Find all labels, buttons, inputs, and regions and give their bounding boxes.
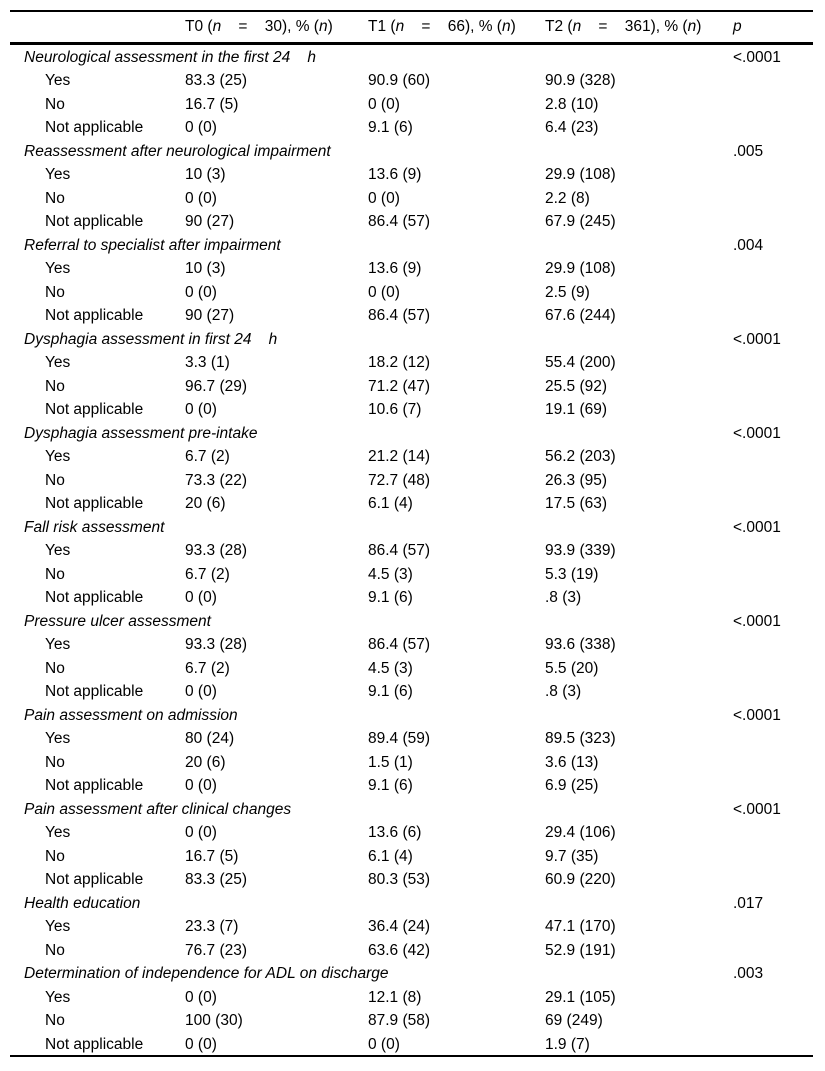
p-value: <.0001 (733, 706, 781, 724)
value-t0: 20 (6) (185, 753, 226, 771)
row-label: Not applicable (45, 1035, 144, 1053)
value-t1: 0 (0) (368, 95, 400, 113)
section-label: Determination of independence for ADL on discharge (24, 965, 389, 983)
value-t0: 0 (0) (185, 1035, 217, 1053)
data-row (24, 164, 813, 188)
value-t0: 0 (0) (185, 189, 217, 207)
value-t1: 21.2 (14) (368, 448, 431, 466)
p-value: <.0001 (733, 612, 781, 630)
value-t2: 29.9 (108) (545, 166, 616, 184)
value-t2: 1.9 (7) (545, 1035, 590, 1053)
value-t0: 83.3 (25) (185, 871, 248, 889)
section-label: Pain assessment after clinical changes (24, 800, 292, 818)
header-separator-rule (10, 42, 813, 45)
section-header-row (24, 516, 813, 540)
header-text: ) (327, 18, 333, 35)
value-t2: 29.1 (105) (545, 988, 616, 1006)
value-t1: 12.1 (8) (368, 988, 422, 1006)
value-t1: 13.6 (9) (368, 260, 422, 278)
row-label: No (45, 565, 65, 583)
row-label: No (45, 847, 65, 865)
value-t0: 0 (0) (185, 589, 217, 607)
value-t2: 5.3 (19) (545, 565, 599, 583)
row-label: Not applicable (45, 777, 144, 795)
value-t1: 80.3 (53) (368, 871, 431, 889)
value-t0: 0 (0) (185, 777, 217, 795)
header-text: = (404, 18, 448, 35)
value-t1: 10.6 (7) (368, 401, 422, 419)
value-t1: 86.4 (57) (368, 542, 431, 560)
data-row (24, 446, 813, 470)
section-header-row (24, 422, 813, 446)
row-label: No (45, 659, 65, 677)
row-label: No (45, 283, 65, 301)
data-row (24, 281, 813, 305)
p-value: <.0001 (733, 518, 781, 536)
value-t2: 47.1 (170) (545, 918, 616, 936)
row-label: Yes (45, 166, 71, 184)
value-t2: 56.2 (203) (545, 448, 616, 466)
section-header-row (24, 46, 813, 70)
value-t0: 90 (27) (185, 307, 235, 325)
table-header-row (24, 12, 813, 42)
row-label: Not applicable (45, 871, 144, 889)
data-row (24, 728, 813, 752)
row-label: Not applicable (45, 119, 144, 137)
value-t0: 20 (6) (185, 495, 226, 513)
value-t1: 86.4 (57) (368, 307, 431, 325)
row-label: Yes (45, 542, 71, 560)
row-label: No (45, 471, 65, 489)
row-label: Yes (45, 636, 71, 654)
row-label: Yes (45, 448, 71, 466)
p-value: .003 (733, 965, 764, 983)
data-row (24, 563, 813, 587)
value-t2: 29.4 (106) (545, 824, 616, 842)
value-t1: 4.5 (3) (368, 565, 413, 583)
section-header-row (24, 140, 813, 164)
data-row (24, 399, 813, 423)
header-text: T2 ( (545, 18, 573, 35)
data-row (24, 986, 813, 1010)
row-label: Yes (45, 260, 71, 278)
data-row (24, 916, 813, 940)
row-label: No (45, 95, 65, 113)
data-row (24, 70, 813, 94)
data-row (24, 634, 813, 658)
section-header-row (24, 963, 813, 987)
data-row (24, 681, 813, 705)
data-row (24, 187, 813, 211)
data-row (24, 93, 813, 117)
value-t1: 36.4 (24) (368, 918, 431, 936)
p-value: .004 (733, 236, 764, 254)
value-t0: 10 (3) (185, 166, 226, 184)
section-header-row (24, 892, 813, 916)
value-t2: 93.6 (338) (545, 636, 616, 654)
data-row (24, 587, 813, 611)
value-t2: 89.5 (323) (545, 730, 616, 748)
value-t1: 4.5 (3) (368, 659, 413, 677)
p-value: <.0001 (733, 330, 781, 348)
row-label: Yes (45, 988, 71, 1006)
value-t2: 6.9 (25) (545, 777, 599, 795)
section-label: Health education (24, 894, 141, 912)
value-t2: 60.9 (220) (545, 871, 616, 889)
section-label: Referral to specialist after impairment (24, 236, 281, 254)
table-bottom-rule (10, 1055, 813, 1057)
value-t1: 6.1 (4) (368, 847, 413, 865)
value-t1: 72.7 (48) (368, 471, 431, 489)
value-t1: 9.1 (6) (368, 119, 413, 137)
header-text: T0 ( (185, 18, 213, 35)
row-label: Not applicable (45, 307, 144, 325)
value-t0: 0 (0) (185, 824, 217, 842)
value-t1: 87.9 (58) (368, 1012, 431, 1030)
data-row (24, 375, 813, 399)
value-t1: 9.1 (6) (368, 683, 413, 701)
value-t2: 25.5 (92) (545, 377, 608, 395)
row-label: Not applicable (45, 589, 144, 607)
value-t1: 0 (0) (368, 283, 400, 301)
row-label: Yes (45, 918, 71, 936)
table-body (24, 46, 813, 1057)
value-t1: 86.4 (57) (368, 213, 431, 231)
header-text: ) (510, 18, 516, 35)
value-t1: 89.4 (59) (368, 730, 431, 748)
data-row (24, 352, 813, 376)
value-t2: 9.7 (35) (545, 847, 599, 865)
row-label: No (45, 377, 65, 395)
header-cell-p (733, 18, 813, 36)
p-value: <.0001 (733, 800, 781, 818)
row-label: No (45, 189, 65, 207)
value-t0: 0 (0) (185, 401, 217, 419)
data-row (24, 751, 813, 775)
p-value: <.0001 (733, 424, 781, 442)
value-t1: 13.6 (9) (368, 166, 422, 184)
header-text: T1 ( (368, 18, 396, 35)
row-label: Not applicable (45, 213, 144, 231)
data-row (24, 657, 813, 681)
value-t2: .8 (3) (545, 589, 582, 607)
value-t0: 93.3 (28) (185, 636, 248, 654)
header-text: 361), % ( (624, 18, 688, 35)
data-row (24, 305, 813, 329)
header-cell-t2 (545, 18, 733, 36)
section-label: Reassessment after neurological impairment (24, 142, 331, 160)
value-t2: 52.9 (191) (545, 941, 616, 959)
data-row (24, 1033, 813, 1057)
section-header-row (24, 798, 813, 822)
value-t0: 0 (0) (185, 988, 217, 1006)
p-value: .005 (733, 142, 764, 160)
header-text: = (221, 18, 265, 35)
data-row (24, 211, 813, 235)
header-italic-text: n (395, 18, 405, 35)
row-label: Not applicable (45, 495, 144, 513)
header-italic-text: n (318, 18, 328, 35)
value-t2: 2.2 (8) (545, 189, 590, 207)
data-row (24, 869, 813, 893)
row-label: Yes (45, 72, 71, 90)
value-t2: 5.5 (20) (545, 659, 599, 677)
value-t2: 67.6 (244) (545, 307, 616, 325)
value-t0: 93.3 (28) (185, 542, 248, 560)
value-t0: 3.3 (1) (185, 354, 230, 372)
section-header-row (24, 704, 813, 728)
value-t1: 63.6 (42) (368, 941, 431, 959)
section-header-row (24, 328, 813, 352)
value-t2: 29.9 (108) (545, 260, 616, 278)
value-t1: 18.2 (12) (368, 354, 431, 372)
data-row (24, 1010, 813, 1034)
header-text: 66), % ( (447, 18, 502, 35)
header-italic-text: n (501, 18, 511, 35)
header-italic-text: n (572, 18, 582, 35)
value-t0: 23.3 (7) (185, 918, 239, 936)
value-t1: 71.2 (47) (368, 377, 431, 395)
value-t2: 93.9 (339) (545, 542, 616, 560)
value-t0: 100 (30) (185, 1012, 243, 1030)
section-header-row (24, 234, 813, 258)
data-row (24, 822, 813, 846)
data-row (24, 493, 813, 517)
row-label: Not applicable (45, 401, 144, 419)
value-t2: 55.4 (200) (545, 354, 616, 372)
value-t2: 3.6 (13) (545, 753, 599, 771)
data-row (24, 775, 813, 799)
value-t0: 16.7 (5) (185, 847, 239, 865)
row-label: No (45, 1012, 65, 1030)
section-header-row (24, 610, 813, 634)
header-cell-t1 (368, 18, 545, 36)
data-row (24, 258, 813, 282)
p-value: .017 (733, 894, 764, 912)
p-value: <.0001 (733, 48, 781, 66)
value-t2: 19.1 (69) (545, 401, 608, 419)
value-t2: 2.5 (9) (545, 283, 590, 301)
value-t0: 96.7 (29) (185, 377, 248, 395)
data-row (24, 845, 813, 869)
value-t0: 76.7 (23) (185, 941, 248, 959)
value-t0: 90 (27) (185, 213, 235, 231)
value-t1: 6.1 (4) (368, 495, 413, 513)
header-italic-text: n (687, 18, 697, 35)
row-label: Yes (45, 824, 71, 842)
header-italic-text: n (212, 18, 222, 35)
row-label: Not applicable (45, 683, 144, 701)
value-t0: 6.7 (2) (185, 659, 230, 677)
value-t1: 13.6 (6) (368, 824, 422, 842)
section-label: Pressure ulcer assessment (24, 612, 211, 630)
data-row (24, 540, 813, 564)
value-t1: 9.1 (6) (368, 777, 413, 795)
value-t2: 2.8 (10) (545, 95, 599, 113)
header-cell-t0 (185, 18, 368, 36)
value-t0: 6.7 (2) (185, 448, 230, 466)
value-t0: 0 (0) (185, 683, 217, 701)
section-label: Pain assessment on admission (24, 706, 238, 724)
value-t2: 67.9 (245) (545, 213, 616, 231)
header-text: = (581, 18, 625, 35)
value-t2: 17.5 (63) (545, 495, 608, 513)
value-t0: 0 (0) (185, 283, 217, 301)
header-italic-text: p (733, 18, 742, 35)
value-t0: 10 (3) (185, 260, 226, 278)
value-t2: 90.9 (328) (545, 72, 616, 90)
value-t1: 90.9 (60) (368, 72, 431, 90)
value-t0: 83.3 (25) (185, 72, 248, 90)
value-t1: 86.4 (57) (368, 636, 431, 654)
section-label: Neurological assessment in the first 24 h (24, 48, 317, 66)
row-label: No (45, 753, 65, 771)
value-t2: 6.4 (23) (545, 119, 599, 137)
header-text: ) (696, 18, 702, 35)
row-label: Yes (45, 354, 71, 372)
header-text: 30), % ( (264, 18, 319, 35)
value-t2: .8 (3) (545, 683, 582, 701)
value-t1: 9.1 (6) (368, 589, 413, 607)
section-label: Fall risk assessment (24, 518, 165, 536)
data-row (24, 117, 813, 141)
data-row (24, 469, 813, 493)
value-t0: 73.3 (22) (185, 471, 248, 489)
value-t1: 1.5 (1) (368, 753, 413, 771)
section-label: Dysphagia assessment pre-intake (24, 424, 258, 442)
row-label: No (45, 941, 65, 959)
value-t0: 6.7 (2) (185, 565, 230, 583)
row-label: Yes (45, 730, 71, 748)
value-t0: 16.7 (5) (185, 95, 239, 113)
value-t2: 26.3 (95) (545, 471, 608, 489)
value-t1: 0 (0) (368, 1035, 400, 1053)
value-t1: 0 (0) (368, 189, 400, 207)
value-t0: 0 (0) (185, 119, 217, 137)
value-t0: 80 (24) (185, 730, 235, 748)
section-label: Dysphagia assessment in first 24 h (24, 330, 278, 348)
data-row (24, 939, 813, 963)
value-t2: 69 (249) (545, 1012, 603, 1030)
